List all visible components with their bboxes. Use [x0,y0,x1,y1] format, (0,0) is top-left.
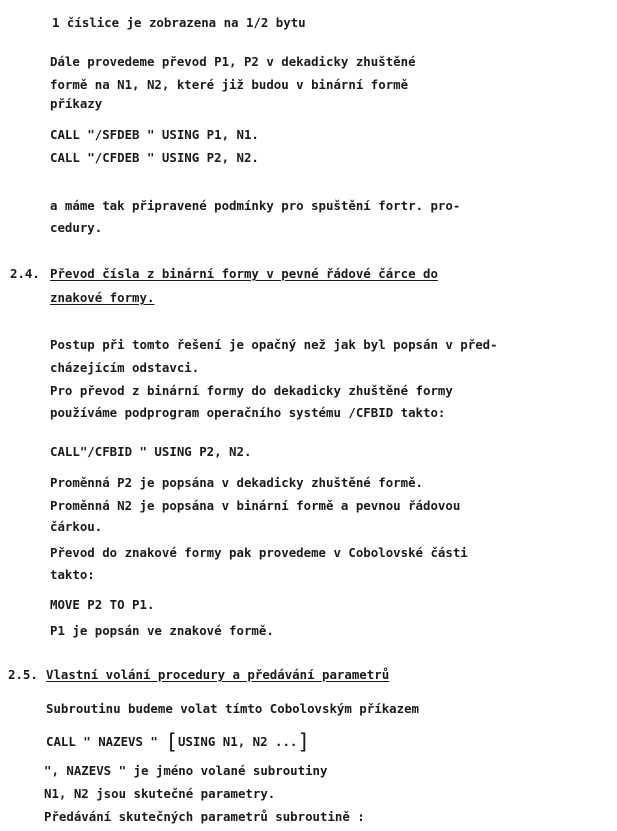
text-line: N1, N2 jsou skutečné parametry. [44,786,276,801]
text-line: Pro převod z binární formy do dekadicky zhuštěné formy [50,383,453,398]
section-heading: Vlastní volání procedury a předávání parametrů [46,667,390,682]
text-line: čárkou. [50,519,103,534]
close-bracket: ] [297,730,311,754]
text-line: Proměnná P2 je popsána v dekadicky zhuštěné formě. [50,475,423,490]
text-line: formě na N1, N2, které již budou v binární formě [50,77,409,92]
section-number: 2.4. [10,266,40,281]
section-number: 2.5. [8,667,38,682]
open-bracket: [ [165,730,179,754]
text-line: Postup při tomto řešení je opačný než jak byl popsán v před- [50,337,498,352]
section-heading: znakové formy. [50,290,155,305]
call-statement [46,730,311,754]
text-line: ", NAZEVS " je jméno volané subroutiny [44,763,328,778]
text-line: Subroutinu budeme volat tímto Cobolovským příkazem [46,701,419,716]
text-line: cedury. [50,220,103,235]
text-line: Dále provedeme převod P1, P2 v dekadicky zhuštěné [50,54,416,69]
text-line: Předávání skutečných parametrů subroutině : [44,809,365,824]
text-line: používáme podprogram operačního systému /CFBID takto: [50,405,446,420]
code-line: CALL "/SFDEB " USING P1, N1. [50,127,259,142]
text-line: 1 číslice je zobrazena na 1/2 bytu [52,15,306,30]
text-line: P1 je popsán ve znakové formě. [50,623,274,638]
code-line: CALL "/CFDEB " USING P2, N2. [50,150,259,165]
text-line: Proměnná N2 je popsána v binární formě a pevnou řádovou [50,498,461,513]
text-line: cházejícím odstavci. [50,360,200,375]
text-line: příkazy [50,96,103,111]
section-heading: Převod čísla z binární formy v pevné řádové čárce do [50,266,438,281]
text-line: a máme tak připravené podmínky pro spuštění fortr. pro- [50,198,461,213]
code-line: MOVE P2 TO P1. [50,597,155,612]
call-args: USING N1, N2 ... [178,734,298,749]
text-line: takto: [50,567,95,582]
code-line: CALL"/CFBID " USING P2, N2. [50,444,252,459]
text-line: Převod do znakové formy pak provedeme v Cobolovské části [50,545,468,560]
call-prefix: CALL " NAZEVS " [46,734,166,749]
